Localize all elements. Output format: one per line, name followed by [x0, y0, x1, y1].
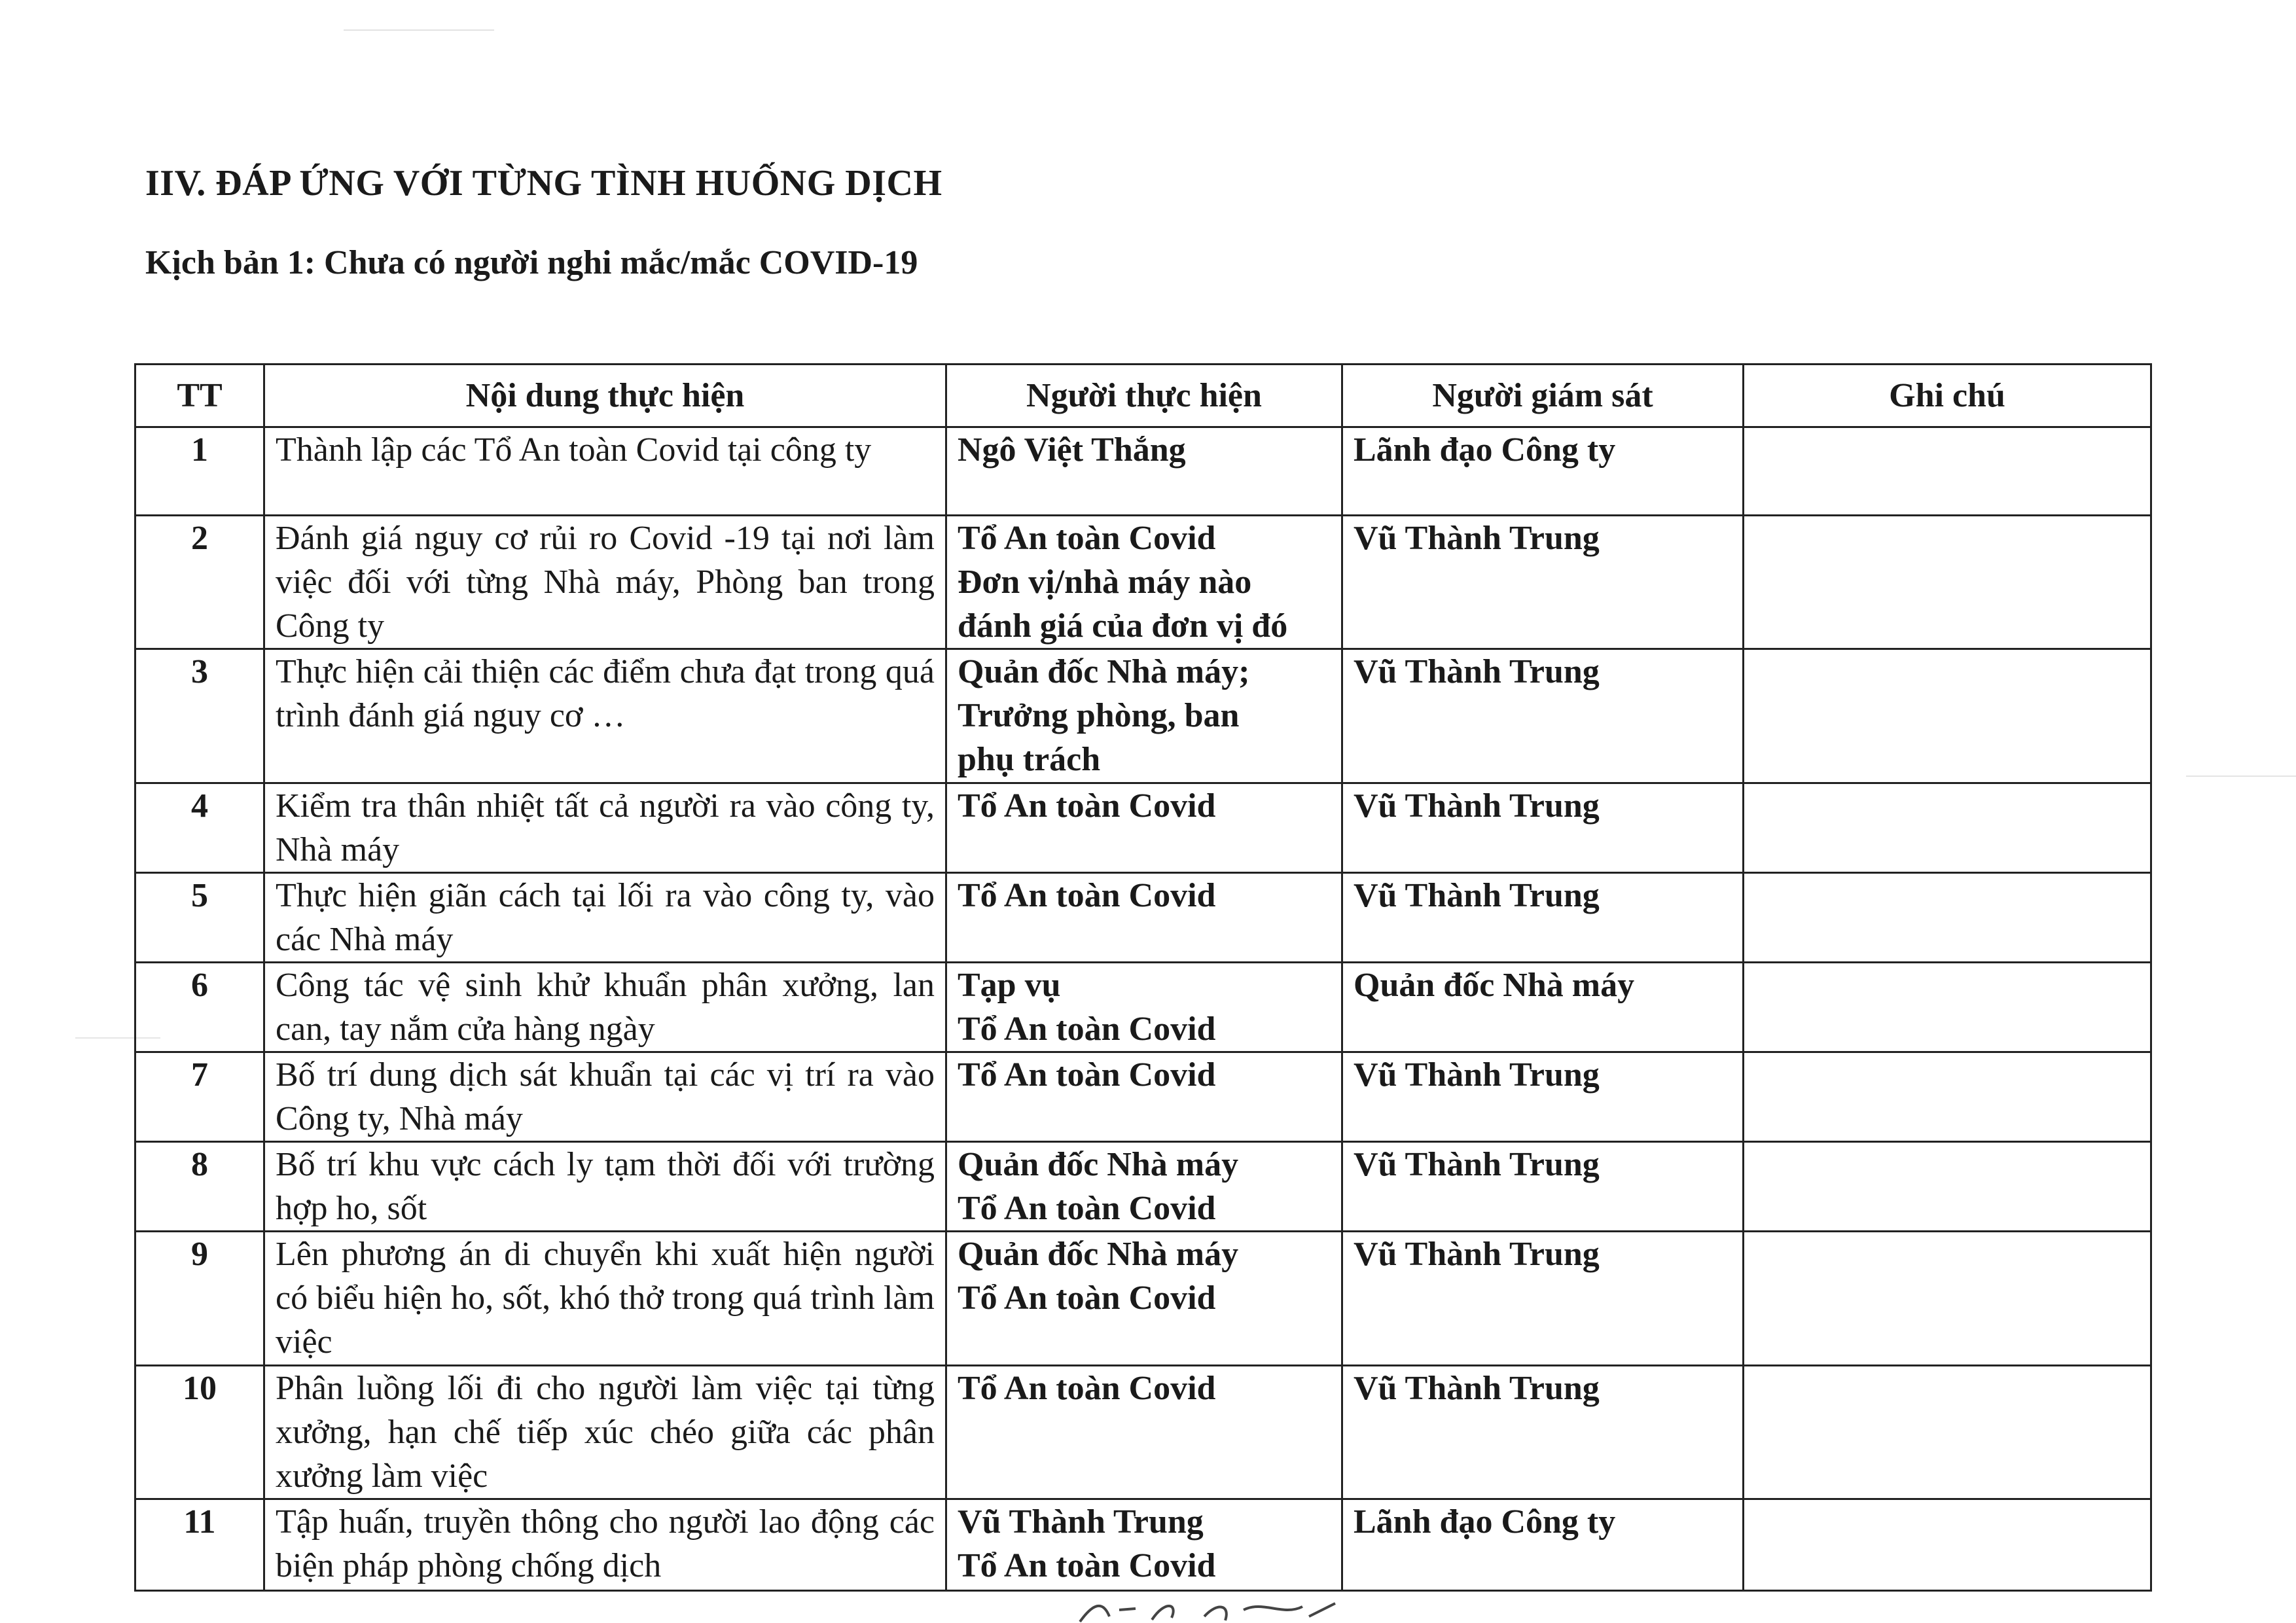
header-noi-dung: Nội dung thực hiện — [264, 365, 946, 427]
responsible-line: Quản đốc Nhà máy; — [958, 653, 1250, 690]
responsible-line: Đơn vị/nhà máy nào — [958, 563, 1252, 601]
row-number: 6 — [135, 963, 264, 1052]
responsible-person — [946, 1366, 1342, 1499]
supervisor: Vũ Thành Trung — [1342, 1142, 1744, 1232]
note-cell — [1744, 1142, 2151, 1232]
task-content: Bố trí dung dịch sát khuẩn tại các vị trí ra vào Công ty, Nhà máy — [264, 1052, 946, 1142]
table-row — [135, 1232, 2151, 1366]
responsible-line: phụ trách — [958, 741, 1101, 778]
supervisor: Vũ Thành Trung — [1342, 1366, 1744, 1499]
responsible-line: Tổ An toàn Covid — [958, 1370, 1216, 1407]
table-header-row — [135, 365, 2151, 427]
responsible-line: đánh giá của đơn vị đó — [958, 607, 1288, 645]
note-cell — [1744, 516, 2151, 649]
note-cell — [1744, 1366, 2151, 1499]
supervisor: Vũ Thành Trung — [1342, 783, 1744, 873]
supervisor: Quản đốc Nhà máy — [1342, 963, 1744, 1052]
responsible-person — [946, 649, 1342, 783]
row-number: 10 — [135, 1366, 264, 1499]
task-content: Đánh giá nguy cơ rủi ro Covid -19 tại nơi làm việc đối với từng Nhà máy, Phòng ban trong Công ty — [264, 516, 946, 649]
responsible-line: Tổ An toàn Covid — [958, 1547, 1216, 1584]
table-row — [135, 1499, 2151, 1591]
task-content: Thực hiện cải thiện các điểm chưa đạt trong quá trình đánh giá nguy cơ … — [264, 649, 946, 783]
scenario-subtitle: Kịch bản 1: Chưa có người nghi mắc/mắc COVID-19 — [145, 244, 918, 281]
note-cell — [1744, 1052, 2151, 1142]
responsible-line: Ngô Việt Thắng — [958, 431, 1186, 469]
signature-mark — [1073, 1597, 1348, 1623]
note-cell — [1744, 873, 2151, 963]
responsible-line: Tạp vụ — [958, 967, 1061, 1004]
task-content: Phân luồng lối đi cho người làm việc tại từng xưởng, hạn chế tiếp xúc chéo giữa các phân xưởng làm việc — [264, 1366, 946, 1499]
supervisor: Vũ Thành Trung — [1342, 873, 1744, 963]
row-number: 2 — [135, 516, 264, 649]
note-cell — [1744, 1499, 2151, 1591]
task-content: Tập huấn, truyền thông cho người lao động các biện pháp phòng chống dịch — [264, 1499, 946, 1591]
supervisor: Lãnh đạo Công ty — [1342, 427, 1744, 516]
note-cell — [1744, 963, 2151, 1052]
row-number: 3 — [135, 649, 264, 783]
table-row — [135, 516, 2151, 649]
responsible-line: Tổ An toàn Covid — [958, 787, 1216, 825]
note-cell — [1744, 1232, 2151, 1366]
header-nguoi-giam-sat: Người giám sát — [1342, 365, 1744, 427]
row-number: 1 — [135, 427, 264, 516]
supervisor: Vũ Thành Trung — [1342, 649, 1744, 783]
row-number: 5 — [135, 873, 264, 963]
responsible-person — [946, 1052, 1342, 1142]
responsible-line: Vũ Thành Trung — [958, 1503, 1204, 1541]
task-content: Bố trí khu vực cách ly tạm thời đối với trường hợp ho, sốt — [264, 1142, 946, 1232]
note-cell — [1744, 649, 2151, 783]
supervisor: Vũ Thành Trung — [1342, 1232, 1744, 1366]
row-number: 11 — [135, 1499, 264, 1591]
header-ghi-chu: Ghi chú — [1744, 365, 2151, 427]
section-title: IIV. ĐÁP ỨNG VỚI TỪNG TÌNH HUỐNG DỊCH — [145, 163, 942, 204]
responsible-line: Tổ An toàn Covid — [958, 877, 1216, 914]
header-nguoi-thuc-hien: Người thực hiện — [946, 365, 1342, 427]
responsible-person — [946, 427, 1342, 516]
table-row — [135, 1366, 2151, 1499]
responsible-person — [946, 963, 1342, 1052]
header-tt: TT — [135, 365, 264, 427]
note-cell — [1744, 783, 2151, 873]
table-row — [135, 427, 2151, 516]
task-content: Lên phương án di chuyển khi xuất hiện người có biểu hiện ho, sốt, khó thở trong quá trình làm việc — [264, 1232, 946, 1366]
task-content: Thực hiện giãn cách tại lối ra vào công ty, vào các Nhà máy — [264, 873, 946, 963]
responsible-person — [946, 1142, 1342, 1232]
task-content: Kiểm tra thân nhiệt tất cả người ra vào công ty, Nhà máy — [264, 783, 946, 873]
row-number: 4 — [135, 783, 264, 873]
response-plan-table — [134, 363, 2152, 1592]
table-row — [135, 873, 2151, 963]
supervisor: Lãnh đạo Công ty — [1342, 1499, 1744, 1591]
responsible-line: Quản đốc Nhà máy — [958, 1236, 1239, 1273]
supervisor: Vũ Thành Trung — [1342, 516, 1744, 649]
responsible-line: Tổ An toàn Covid — [958, 520, 1216, 557]
responsible-line: Quản đốc Nhà máy — [958, 1146, 1239, 1183]
responsible-line: Tổ An toàn Covid — [958, 1190, 1216, 1227]
table-row — [135, 1142, 2151, 1232]
scan-artifact — [2186, 776, 2296, 777]
scan-artifact — [344, 29, 494, 31]
row-number: 7 — [135, 1052, 264, 1142]
responsible-person — [946, 1499, 1342, 1591]
responsible-line: Trưởng phòng, ban — [958, 697, 1240, 734]
table-body — [135, 427, 2151, 1591]
table-row — [135, 649, 2151, 783]
task-content: Công tác vệ sinh khử khuẩn phân xưởng, lan can, tay nắm cửa hàng ngày — [264, 963, 946, 1052]
responsible-line: Tổ An toàn Covid — [958, 1010, 1216, 1048]
table-row — [135, 1052, 2151, 1142]
responsible-person — [946, 783, 1342, 873]
responsible-person — [946, 516, 1342, 649]
responsible-person — [946, 1232, 1342, 1366]
table-row — [135, 783, 2151, 873]
responsible-line: Tổ An toàn Covid — [958, 1056, 1216, 1094]
responsible-line: Tổ An toàn Covid — [958, 1279, 1216, 1317]
table-row — [135, 963, 2151, 1052]
row-number: 8 — [135, 1142, 264, 1232]
note-cell — [1744, 427, 2151, 516]
supervisor: Vũ Thành Trung — [1342, 1052, 1744, 1142]
task-content: Thành lập các Tổ An toàn Covid tại công ty — [264, 427, 946, 516]
row-number: 9 — [135, 1232, 264, 1366]
responsible-person — [946, 873, 1342, 963]
